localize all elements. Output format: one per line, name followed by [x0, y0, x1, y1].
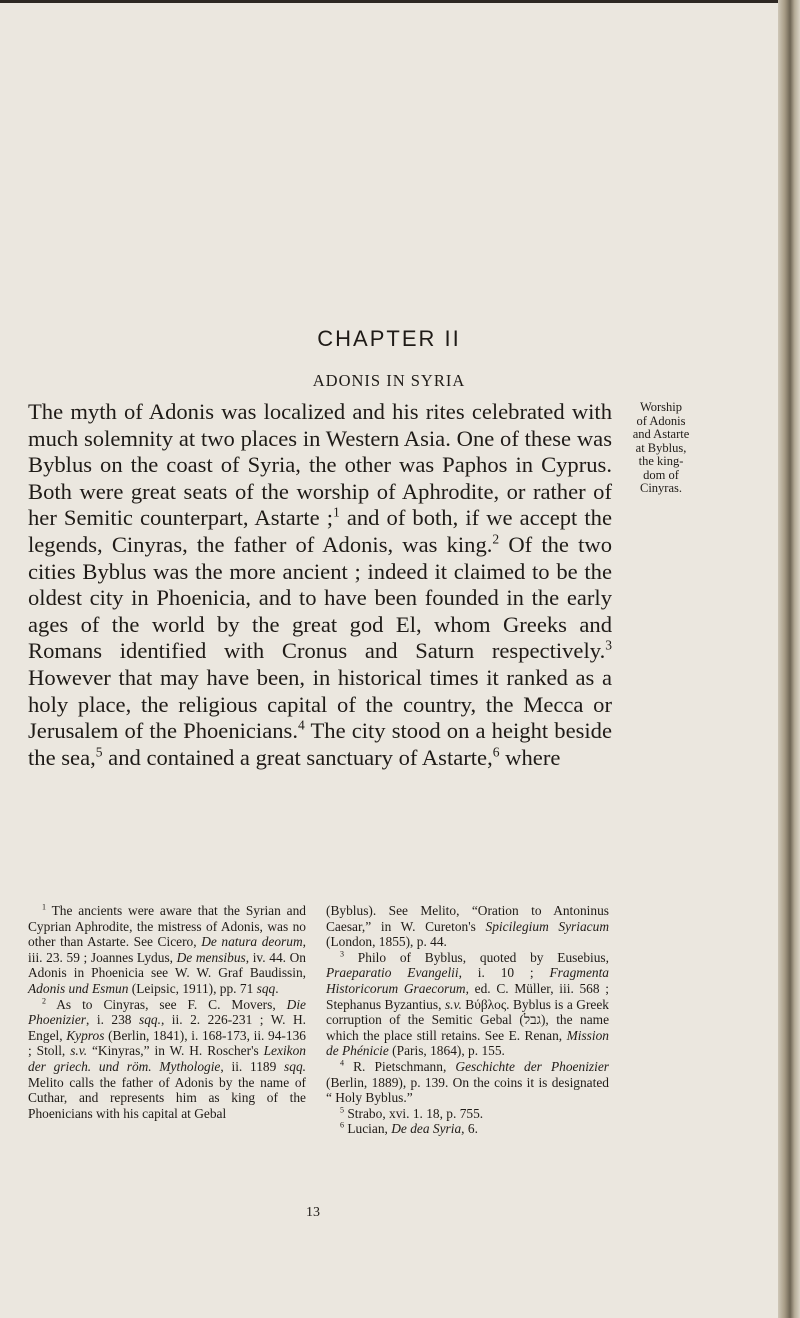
- footnote-2: $^2$ As to Cinyras, see F. C. Movers, Die Phoenizier, i. 238 sqq., ii. 2. 226-231 ; W. H. Engel, Kypros (Berlin, 1841), i. 168-173, ii. 94-136 ; Stoll, s.v. “Kinyras,” in W. H. Roscher's Lexikon der griech. und röm. Mythologie, ii. 1189 sqq. Melito calls the father of Adonis by the name of Cuthar, and represents him as king of the Phoenicians with his capital at Gebal: [28, 996, 307, 1121]
- top-rule: [0, 0, 800, 3]
- margin-note-line: Worship: [639, 400, 683, 414]
- body-text: and of both, if we accept the legends, Cinyras, the father of Adonis, was king.: [28, 505, 612, 557]
- margin-note-line: the king-: [638, 454, 684, 468]
- chapter-label: CHAPTER II: [317, 326, 461, 351]
- body-text: The city stood on a height beside the sea,: [28, 718, 612, 770]
- margin-note-line: of Adonis: [636, 413, 686, 428]
- footnote-ref[interactable]: 1: [332, 504, 340, 520]
- margin-note-line: and Astarte: [632, 427, 690, 441]
- chapter-title: ADONIS IN SYRIA: [312, 371, 466, 390]
- footnotes-left-column: [28, 903, 306, 1121]
- footnote-ref[interactable]: 5: [95, 744, 103, 760]
- body-text: and contained a great sanctuary of Astarte,: [102, 744, 493, 770]
- footnotes-right-column: [326, 903, 609, 1137]
- footnote-4: $^4$ R. Pietschmann, Geschichte der Phoenizier (Berlin, 1889), p. 139. On the coins it is designated “ Holy Byblus.”: [326, 1058, 609, 1106]
- footnote-5: $^5$ Strabo, xvi. 1. 18, p. 755.: [340, 1105, 484, 1121]
- footnote-1: $^1$ The ancients were aware that the Syrian and Cyprian Aphrodite, the mistress of Adonis, was no other than Astarte. See Cicero, De natura deorum, iii. 23. 59 ; Joannes Lydus, De mensibus, iv. 44. On Adonis in Phoenicia see W. W. Graf Baudissin, Adonis und Esmun (Leipsic, 1911), pp. 71 sqq.: [28, 902, 306, 996]
- footnote-6: $^6$ Lucian, De dea Syria, 6.: [340, 1120, 478, 1137]
- footnote-3: $^3$ Philo of Byblus, quoted by Eusebius, Praeparatio Evangelii, i. 10 ; Fragmenta Historicorum Graecorum, ed. C. Müller, iii. 568 ; Stephanus Byzantius, s.v. Βύβλος. Byblus is a Greek corruption of the Semitic Gebal (גבל), the name which the place still retains. See E. Renan, Mission de Phénicie (Paris, 1864), p. 155.: [326, 949, 610, 1059]
- margin-note-line: at Byblus,: [635, 440, 687, 455]
- footnote-ref[interactable]: 3: [605, 637, 612, 653]
- body-text: where: [499, 744, 561, 770]
- body-paragraph: [28, 399, 612, 771]
- page-number: 13: [306, 1205, 320, 1220]
- footnote-ref[interactable]: 6: [492, 744, 500, 760]
- body-text: However that may have been, in historical times it ranked as a holy place, the religious capital of the country, the Mecca or Jerusalem of the Phoenicians.: [28, 664, 612, 744]
- margin-note: [621, 401, 701, 496]
- footnote-ref[interactable]: 2: [492, 531, 500, 547]
- book-edge: [778, 0, 800, 1318]
- footnote-ref[interactable]: 4: [297, 717, 305, 733]
- body-text: Of the two cities Byblus was the more ancient ; indeed it claimed to be the oldest city in Phoenicia, and to have been founded in the early ages of the world by the great god El, whom Greeks and Romans identified with Cronus and Saturn respectively.: [28, 531, 613, 664]
- footnote-2-continued: (Byblus). See Melito, “Oration to Antoninus Caesar,” in W. Cureton's Spicilegium Syriacum (London, 1855), p. 44.: [326, 903, 609, 950]
- margin-note-line: Cinyras.: [639, 481, 682, 495]
- body-text: The myth of Adonis was localized and his rites celebrated with much solemnity at two places in Western Asia. One of these was Byblus on the coast of Syria, the other was Paphos in Cyprus. Both were great seats of the worship of Aphrodite, or rather of her Semitic counterpart, Astarte ;: [28, 399, 612, 531]
- margin-note-line: dom of: [643, 467, 679, 482]
